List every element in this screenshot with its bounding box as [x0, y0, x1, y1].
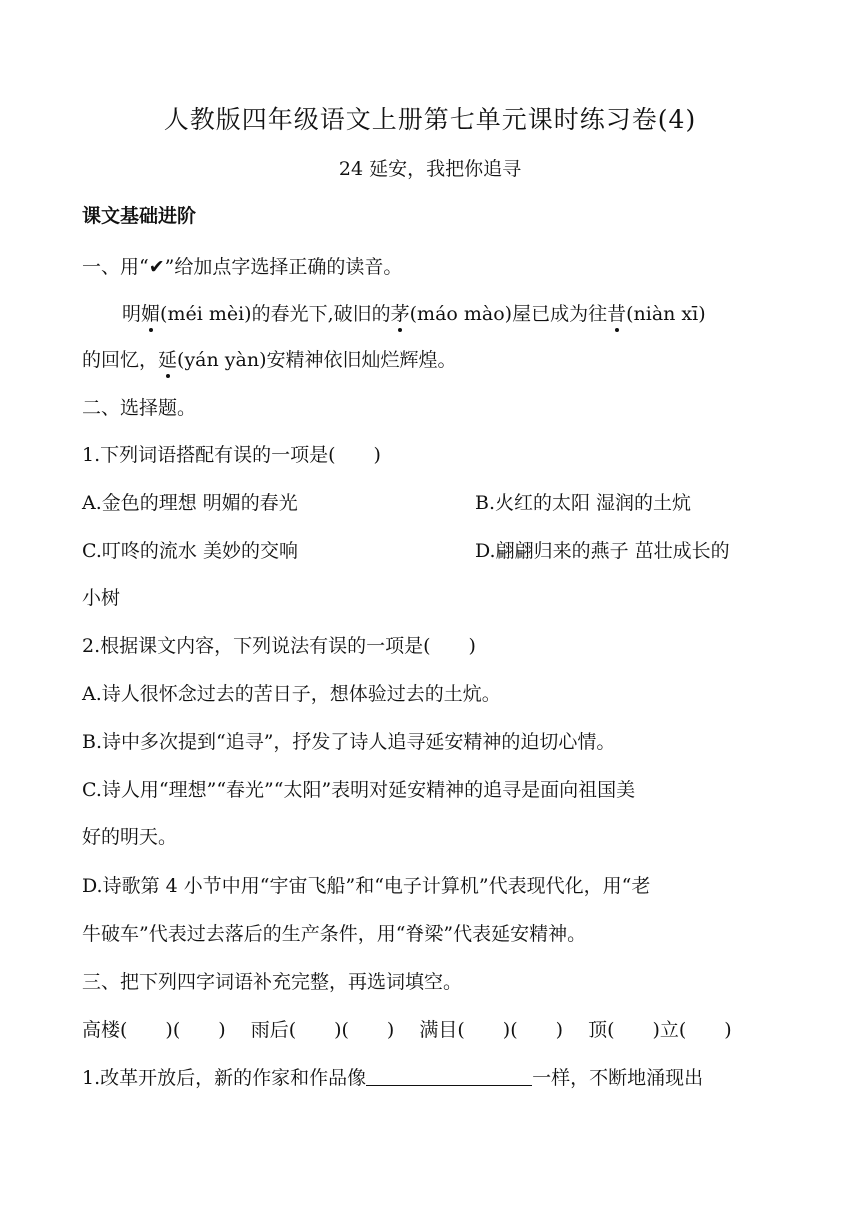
lesson-subtitle: 24 延安，我把你追寻 [338, 158, 522, 180]
answer-blank[interactable] [366, 1065, 532, 1086]
q2-heading: 二、选择题。 [82, 397, 197, 419]
q1-instruction: 一、用“✔”给加点字选择正确的读音。 [82, 256, 403, 278]
q2-item1-option-b: B.火红的太阳 湿润的土炕 [475, 492, 692, 514]
q3-word-list: 高楼( )( ) 雨后( )( ) 满目( )( ) 顶( )立( ) [82, 1019, 732, 1041]
q2-item2-option-b: B.诗中多次提到“追寻”，抒发了诗人追寻延安精神的迫切心情。 [82, 731, 616, 753]
dotted-char: 茅 [390, 303, 410, 325]
page-title: 人教版四年级语文上册第七单元课时练习卷(4) [163, 105, 697, 134]
q1-passage-line2 [82, 347, 782, 373]
q2-item2-option-d-cont: 牛破车”代表过去落后的生产条件，用“脊梁”代表延安精神。 [82, 923, 587, 945]
q1-text: (yán yàn)安精神依旧灿烂辉煌。 [177, 349, 457, 371]
dotted-char: 媚 [141, 303, 161, 325]
q2-item2-option-a: A.诗人很怀念过去的苦日子，想体验过去的土炕。 [82, 683, 501, 705]
q2-item2-option-c-cont: 好的明天。 [82, 826, 178, 848]
dotted-char: 昔 [607, 303, 627, 325]
q3-sentence-text: 一样，不断地涌现出 [532, 1067, 704, 1089]
q2-item2-option-d: D.诗歌第 4 小节中用“宇宙飞船”和“电子计算机”代表现代化，用“老 [82, 875, 651, 897]
q3-heading: 三、把下列四字词语补充完整，再选词填空。 [82, 971, 463, 993]
q2-item1-option-d: D.翩翩归来的燕子 茁壮成长的 [475, 540, 730, 562]
q2-item1-option-c: C.叮咚的流水 美妙的交响 [82, 540, 298, 562]
q2-item2-option-c: C.诗人用“理想”“春光”“太阳”表明对延安精神的追寻是面向祖国美 [82, 779, 636, 801]
section-heading: 课文基础进阶 [82, 205, 197, 227]
q1-text: (máo mào)屋已成为往 [409, 303, 608, 325]
q1-text: (niàn xī) [626, 303, 706, 325]
q2-item1-option-a: A.金色的理想 明媚的春光 [82, 492, 298, 514]
q3-sentence1 [82, 1065, 782, 1091]
q1-text: 明 [122, 303, 142, 325]
q1-passage-line1 [122, 301, 822, 327]
q1-text: (méi mèi)的春光下,破旧的 [160, 303, 391, 325]
dotted-char: 延 [158, 349, 178, 371]
q3-sentence-text: 1.改革开放后，新的作家和作品像 [82, 1067, 367, 1089]
q2-item1-option-d-cont: 小树 [82, 587, 121, 609]
q1-text: 的回忆， [82, 349, 159, 371]
q2-item2-stem: 2.根据课文内容，下列说法有误的一项是( ) [82, 635, 476, 657]
q2-item1-stem: 1.下列词语搭配有误的一项是( ) [82, 444, 381, 466]
